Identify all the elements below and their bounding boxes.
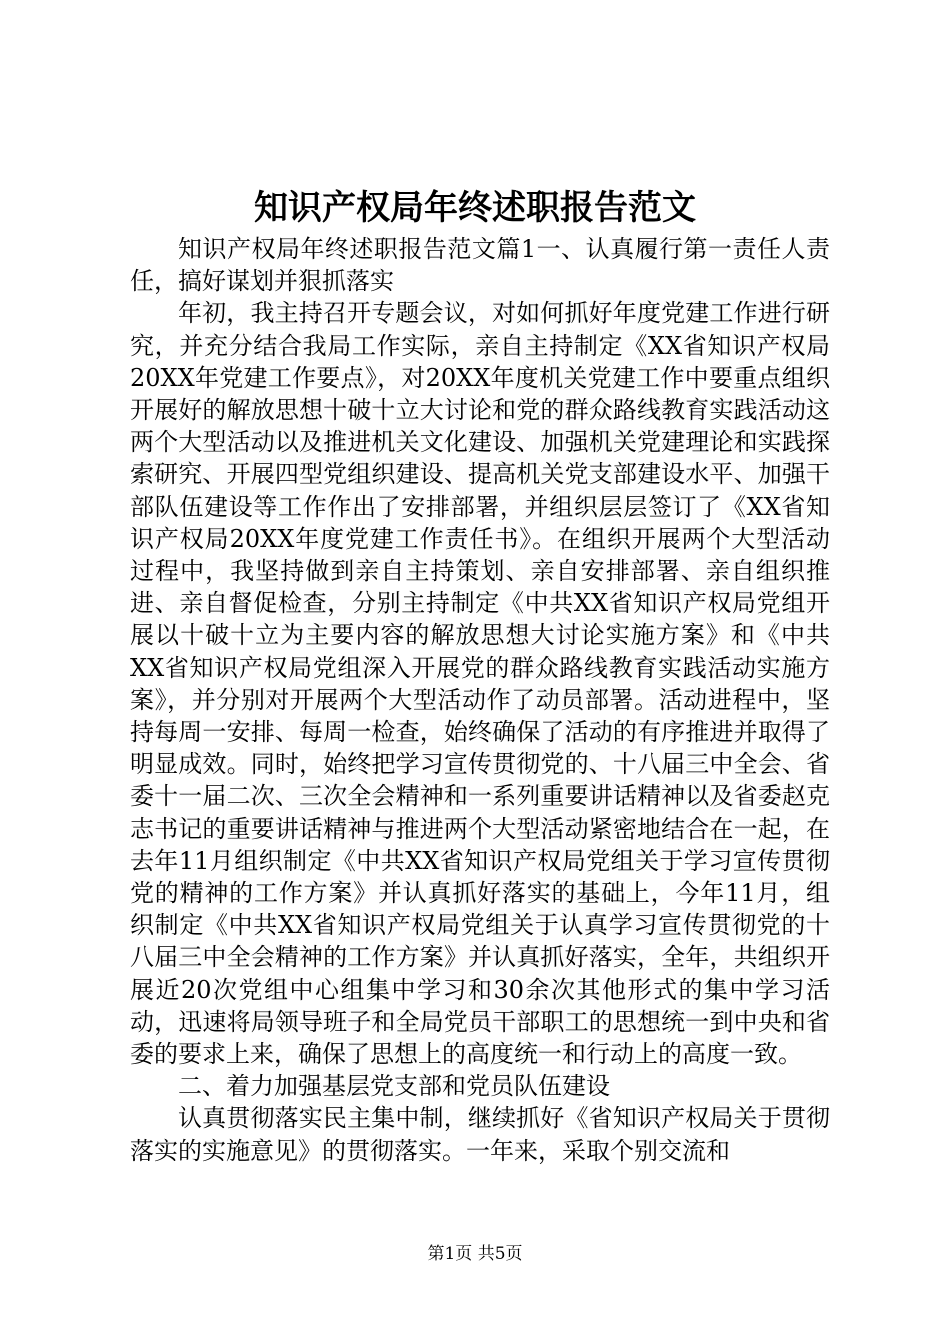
paragraph-heading-2: 二、着力加强基层党支部和党员队伍建设 bbox=[178, 1072, 610, 1101]
document-body bbox=[130, 233, 830, 1167]
document-title: 知识产权局年终述职报告范文 bbox=[254, 188, 696, 228]
paragraph-intro: 知识产权局年终述职报告范文篇1一、认真履行第一责任人责任，搞好谋划并狠抓落实 bbox=[130, 235, 830, 296]
paragraph-main: 年初，我主持召开专题会议，对如何抓好年度党建工作进行研究，并充分结合我局工作实际，亲自主持制定《XX省知识产权局20XX年党建工作要点》，对20XX年度机关党建工作中要重点组织开展好的解放思想十破十立大讨论和党的群众路线教育实践活动这两个大型活动以及推进机关文化建设、加强机关党建理论和实践探索研究、开展四型党组织建设、提高机关党支部建设水平、加强干部队伍建设等工作作出了安排部署，并组织层层签订了《XX省知识产权局20XX年度党建工作责任书》。在组织开展两个大型活动过程中，我坚持做到亲自主持策划、亲自安排部署、亲自组织推进、亲自督促检查，分别主持制定《中共XX省知识产权局党组开展以十破十立为主要内容的解放思想大讨论实施方案》和《中共XX省知识产权局党组深入开展党的群众路线教育实践活动实施方案》，并分别对开展两个大型活动作了动员部署。活动进程中，坚持每周一安排、每周一检查，始终确保了活动的有序推进并取得了明显成效。同时，始终把学习宣传贯彻党的、十八届三中全会、省委十一届二次、三次全会精神和一系列重要讲话精神以及省委赵克志书记的重要讲话精神与推进两个大型活动紧密地结合在一起，在去年11月组织制定《中共XX省知识产权局党组关于学习宣传贯彻党的精神的工作方案》并认真抓好落实的基础上，今年11月，组织制定《中共XX省知识产权局党组关于认真学习宣传贯彻党的十八届三中全会精神的工作方案》并认真抓好落实，全年，共组织开展近20次党组中心组集中学习和30余次其他形式的集中学习活动，迅速将局领导班子和全局党员干部职工的思想统一到中央和省委的要求上来，确保了思想上的高度统一和行动上的高度一致。 bbox=[130, 299, 830, 1069]
paragraph-continued: 认真贯彻落实民主集中制，继续抓好《省知识产权局关于贯彻落实的实施意见》的贯彻落实。一年来，采取个别交流和 bbox=[130, 1104, 830, 1165]
page-footer: 第1页 共5页 bbox=[427, 1244, 523, 1264]
